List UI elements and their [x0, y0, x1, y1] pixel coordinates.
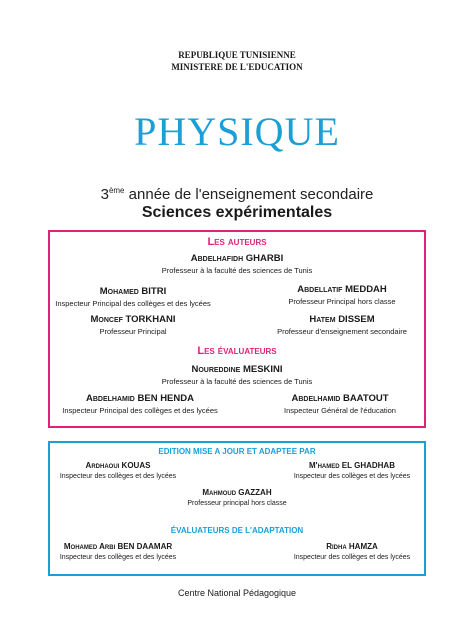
- evaluators-heading: Les évaluateurs: [197, 345, 277, 357]
- section-title: Sciences expérimentales: [141, 204, 333, 221]
- author-role: Professeur à la faculté des sciences de Tunis: [161, 266, 313, 275]
- author-role: Inspecteur Principal des collèges et des lycées: [55, 299, 211, 308]
- evaluator-name: Abdelhamid BEN HENDA: [86, 393, 194, 404]
- evaluator-role: Inspecteur Général de l'éducation: [284, 406, 396, 415]
- adapt-evaluator-name: Mohamed Arbi BEN DAAMAR: [63, 542, 173, 551]
- author-name: Mohamed BITRI: [99, 286, 167, 297]
- grade-number: 3: [100, 186, 109, 203]
- adapt-evaluator-role: Inspecteur des collèges et des lycées: [59, 554, 177, 561]
- adapt-evaluator-name: Ridha HAMZA: [326, 542, 378, 551]
- editor-name: M'hamed EL GHADHAB: [309, 461, 395, 470]
- author-role: Professeur Principal: [99, 327, 167, 336]
- editor-role: Inspecteur des collèges et des lycées: [293, 473, 411, 480]
- evaluator-role: Inspecteur Principal des collèges et des lycées: [62, 406, 218, 415]
- ministry-label: MINISTERE DE L'EDUCATION: [171, 62, 303, 72]
- author-name: Abdelhafidh GHARBI: [190, 253, 284, 264]
- author-name: Moncef TORKHANI: [90, 314, 176, 325]
- edition-heading: EDITION MISE A JOUR ET ADAPTEE PAR: [158, 447, 316, 456]
- evaluator-name: Abdelhamid BAATOUT: [291, 393, 389, 404]
- editor-name: Mahmoud GAZZAH: [202, 488, 272, 497]
- adapt-evaluator-role: Inspecteur des collèges et des lycées: [293, 554, 411, 561]
- adapt-evaluators-heading: ÉVALUATEURS DE L'ADAPTATION: [170, 526, 304, 535]
- author-name: Abdellatif MEDDAH: [297, 284, 387, 295]
- evaluator-role: Professeur à la faculté des sciences de Tunis: [161, 377, 313, 386]
- author-role: Professeur Principal hors classe: [288, 297, 396, 306]
- republic-label: REPUBLIQUE TUNISIENNE: [178, 50, 296, 60]
- editor-role: Professeur principal hors classe: [187, 500, 287, 507]
- authors-heading: Les auteurs: [207, 236, 267, 248]
- page-title: PHYSIQUE: [134, 109, 340, 154]
- author-role: Professeur d'enseignement secondaire: [277, 327, 407, 336]
- editor-name: Ardhaoui KOUAS: [85, 461, 151, 470]
- publisher-label: Centre National Pédagogique: [177, 588, 297, 598]
- grade-text: année de l'enseignement secondaire: [124, 186, 374, 203]
- evaluator-name: Noureddine MESKINI: [191, 364, 283, 375]
- editor-role: Inspecteur des collèges et des lycées: [59, 473, 177, 480]
- author-name: Hatem DISSEM: [309, 314, 375, 325]
- grade-line: [0, 186, 474, 203]
- grade-superscript: ème: [108, 186, 125, 195]
